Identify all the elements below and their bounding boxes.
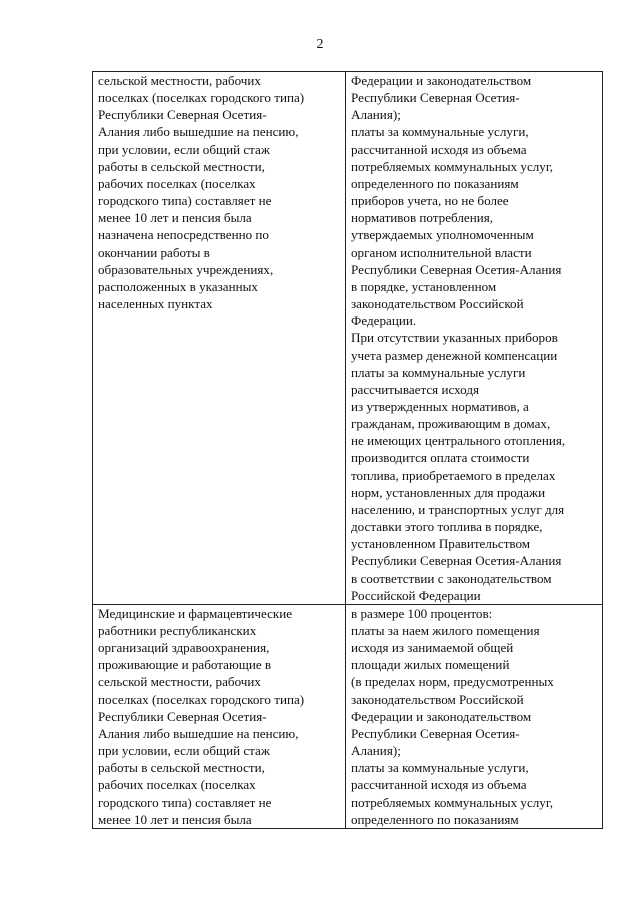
text-line: доставки этого топлива в порядке, (351, 519, 543, 535)
table-body (93, 72, 603, 829)
text-line: топлива, приобретаемого в пределах (351, 467, 556, 483)
text-line: законодательством Российской (351, 296, 524, 312)
text-line: производится оплата стоимости (351, 450, 530, 466)
text-line: платы за коммунальные услуги, (351, 760, 529, 776)
text-line: менее 10 лет и пенсия была (98, 210, 252, 226)
text-line: платы за коммунальные услуги, (351, 124, 529, 140)
text-line: проживающие и работающие в (98, 657, 272, 673)
text-line: поселках (поселках городского типа) (98, 691, 305, 707)
text-line: утверждаемых уполномоченным (351, 227, 534, 243)
text-line: Федерации и законодательством (351, 708, 532, 724)
text-line: при условии, если общий стаж (98, 743, 270, 759)
text-line: рассчитывается исходя (351, 381, 480, 397)
text-line: потребляемых коммунальных услуг, (351, 158, 554, 174)
text-line: Республики Северная Осетия-Алания (351, 553, 562, 569)
text-line: не имеющих центрального отопления, (351, 433, 566, 449)
text-line: Республики Северная Осетия- (351, 725, 520, 741)
recipient-category-cell (93, 604, 346, 828)
text-line: сельской местности, рабочих (98, 73, 261, 88)
text-line: рабочих поселках (поселках (98, 175, 256, 191)
recipient-category-cell (93, 72, 346, 605)
text-line: населению, и транспортных услуг для (351, 501, 565, 517)
text-line: работники республиканских (98, 623, 257, 638)
text-line: Федерации. (351, 313, 417, 329)
table-row (93, 604, 603, 828)
text-line: органом исполнительной власти (351, 244, 532, 260)
text-line: рассчитанной исходя из объема (351, 141, 527, 157)
text-line: образовательных учреждениях, (98, 261, 274, 277)
text-line: (в пределах норм, предусмотренных (351, 674, 554, 690)
table-row (93, 72, 603, 605)
text-line: исходя из занимаемой общей (351, 640, 514, 656)
text-line: городского типа) составляет не (98, 794, 272, 810)
text-line: рабочих поселках (поселках (98, 777, 256, 793)
text-line: определенного по показаниям (351, 811, 519, 827)
text-line: Республики Северная Осетия- (98, 107, 267, 123)
text-line: в порядке, установленном (351, 278, 497, 294)
text-line: назначена непосредственно по (98, 227, 269, 243)
text-line: площади жилых помещений (351, 657, 510, 673)
text-line: Алания); (351, 107, 401, 123)
text-line: сельской местности, рабочих (98, 674, 261, 690)
text-line: приборов учета, но не более (351, 193, 509, 209)
text-line: Республики Северная Осетия- (98, 708, 267, 724)
text-line: поселках (поселках городского типа) (98, 90, 305, 106)
text-line: установленном Правительством (351, 536, 531, 552)
text-line: Республики Северная Осетия-Алания (351, 261, 562, 277)
text-line: в соответствии с законодательством (351, 570, 552, 586)
benefit-description-cell (346, 604, 603, 828)
text-line: нормативов потребления, (351, 210, 494, 226)
text-line: работы в сельской местности, (98, 760, 265, 776)
text-line: городского типа) составляет не (98, 193, 272, 209)
text-line: работы в сельской местности, (98, 158, 265, 174)
text-line: При отсутствии указанных приборов (351, 330, 558, 346)
text-line: из утвержденных нормативов, а (351, 398, 529, 414)
text-line: менее 10 лет и пенсия была (98, 811, 252, 827)
text-line: в размере 100 процентов: (351, 605, 493, 621)
text-line: организаций здравоохранения, (98, 640, 270, 656)
text-line: учета размер денежной компенсации (351, 347, 558, 363)
text-line: Алания); (351, 743, 401, 759)
text-line: гражданам, проживающим в домах, (351, 416, 551, 432)
text-line: окончании работы в (98, 244, 210, 260)
text-line: расположенных в указанных (98, 278, 258, 294)
text-line: Алания либо вышедшие на пенсию, (98, 124, 299, 140)
text-line: определенного по показаниям (351, 175, 519, 191)
text-line: Российской Федерации (351, 587, 481, 603)
benefit-description-cell (346, 72, 603, 605)
text-line: при условии, если общий стаж (98, 141, 270, 157)
text-line: норм, установленных для продажи (351, 484, 546, 500)
text-line: населенных пунктах (98, 296, 213, 312)
text-line: Алания либо вышедшие на пенсию, (98, 725, 299, 741)
benefits-table (92, 71, 603, 829)
text-line: Медицинские и фармацевтические (98, 605, 293, 621)
text-line: потребляемых коммунальных услуг, (351, 794, 554, 810)
text-line: платы за коммунальные услуги (351, 364, 526, 380)
page-number: 2 (316, 37, 324, 52)
text-line: платы за наем жилого помещения (351, 623, 540, 638)
text-line: рассчитанной исходя из объема (351, 777, 527, 793)
text-line: Федерации и законодательством (351, 73, 532, 88)
text-line: законодательством Российской (351, 691, 524, 707)
text-line: Республики Северная Осетия- (351, 90, 520, 106)
